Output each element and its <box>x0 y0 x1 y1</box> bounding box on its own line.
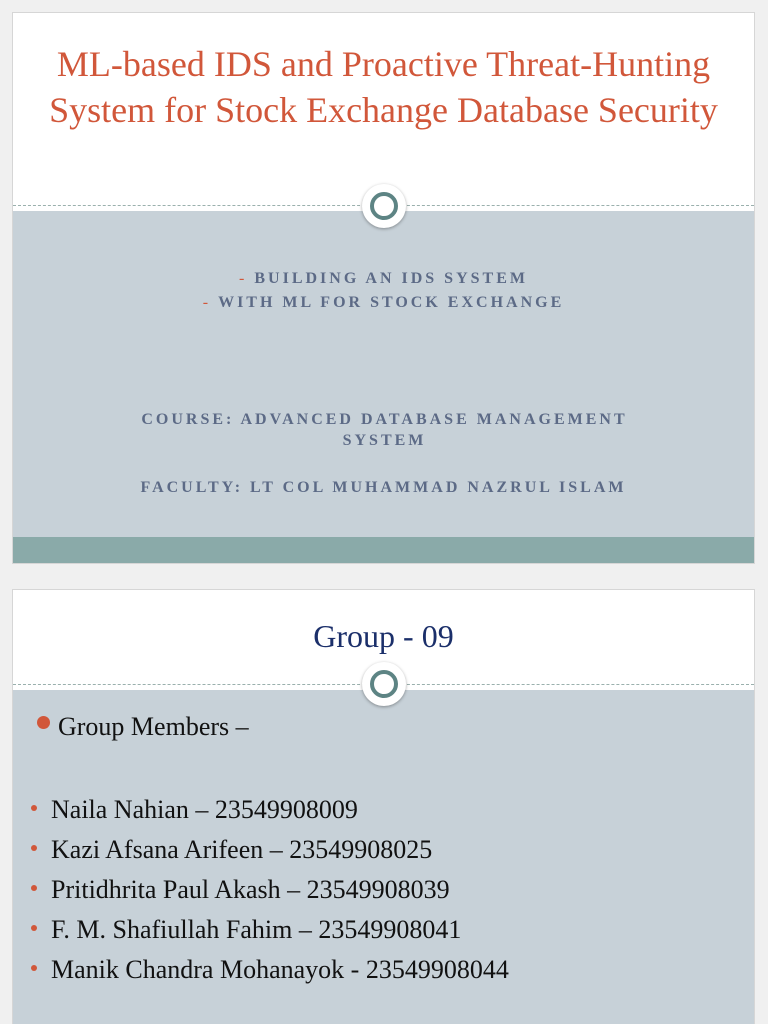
bullet-dot-icon <box>37 716 50 729</box>
faculty-label: FACULTY: LT COL MUHAMMAD NAZRUL ISLAM <box>140 479 627 496</box>
members-heading: Group Members – <box>37 710 249 744</box>
list-item: Manik Chandra Mohanayok - 23549908044 <box>31 950 509 990</box>
bullet-dot-icon <box>31 805 37 811</box>
accent-band <box>13 537 754 564</box>
member-list <box>31 790 509 990</box>
presentation-title: ML-based IDS and Proactive Threat-Hunting System for Stock Exchange Database Security <box>49 44 718 130</box>
dash-bullet-icon: - <box>202 294 209 311</box>
list-item: Pritidhrita Paul Akash – 23549908039 <box>31 870 509 910</box>
ring-ornament-icon <box>362 662 406 706</box>
subtitle-list <box>13 267 754 315</box>
bullet-dot-icon <box>31 965 37 971</box>
group-slide <box>12 589 755 1024</box>
bullet-dot-icon <box>31 925 37 931</box>
content-area <box>13 690 754 1024</box>
bullet-dot-icon <box>31 845 37 851</box>
list-item: Kazi Afsana Arifeen – 23549908025 <box>31 830 509 870</box>
ring-ornament-icon <box>362 184 406 228</box>
list-item: F. M. Shafiullah Fahim – 23549908041 <box>31 910 509 950</box>
dash-bullet-icon: - <box>239 270 245 287</box>
subtitle-area <box>13 211 754 537</box>
subtitle-line-2: - WITH ML FOR STOCK EXCHANGE <box>202 294 565 311</box>
course-label: COURSE: ADVANCED DATABASE MANAGEMENT SYSTEM <box>141 411 628 449</box>
subtitle-line-1: - BUILDING AN IDS SYSTEM <box>239 270 528 287</box>
title-slide <box>12 12 755 564</box>
group-title: Group - 09 <box>313 618 454 654</box>
bullet-dot-icon <box>31 885 37 891</box>
list-item: Naila Nahian – 23549908009 <box>31 790 509 830</box>
title-area <box>13 13 754 205</box>
